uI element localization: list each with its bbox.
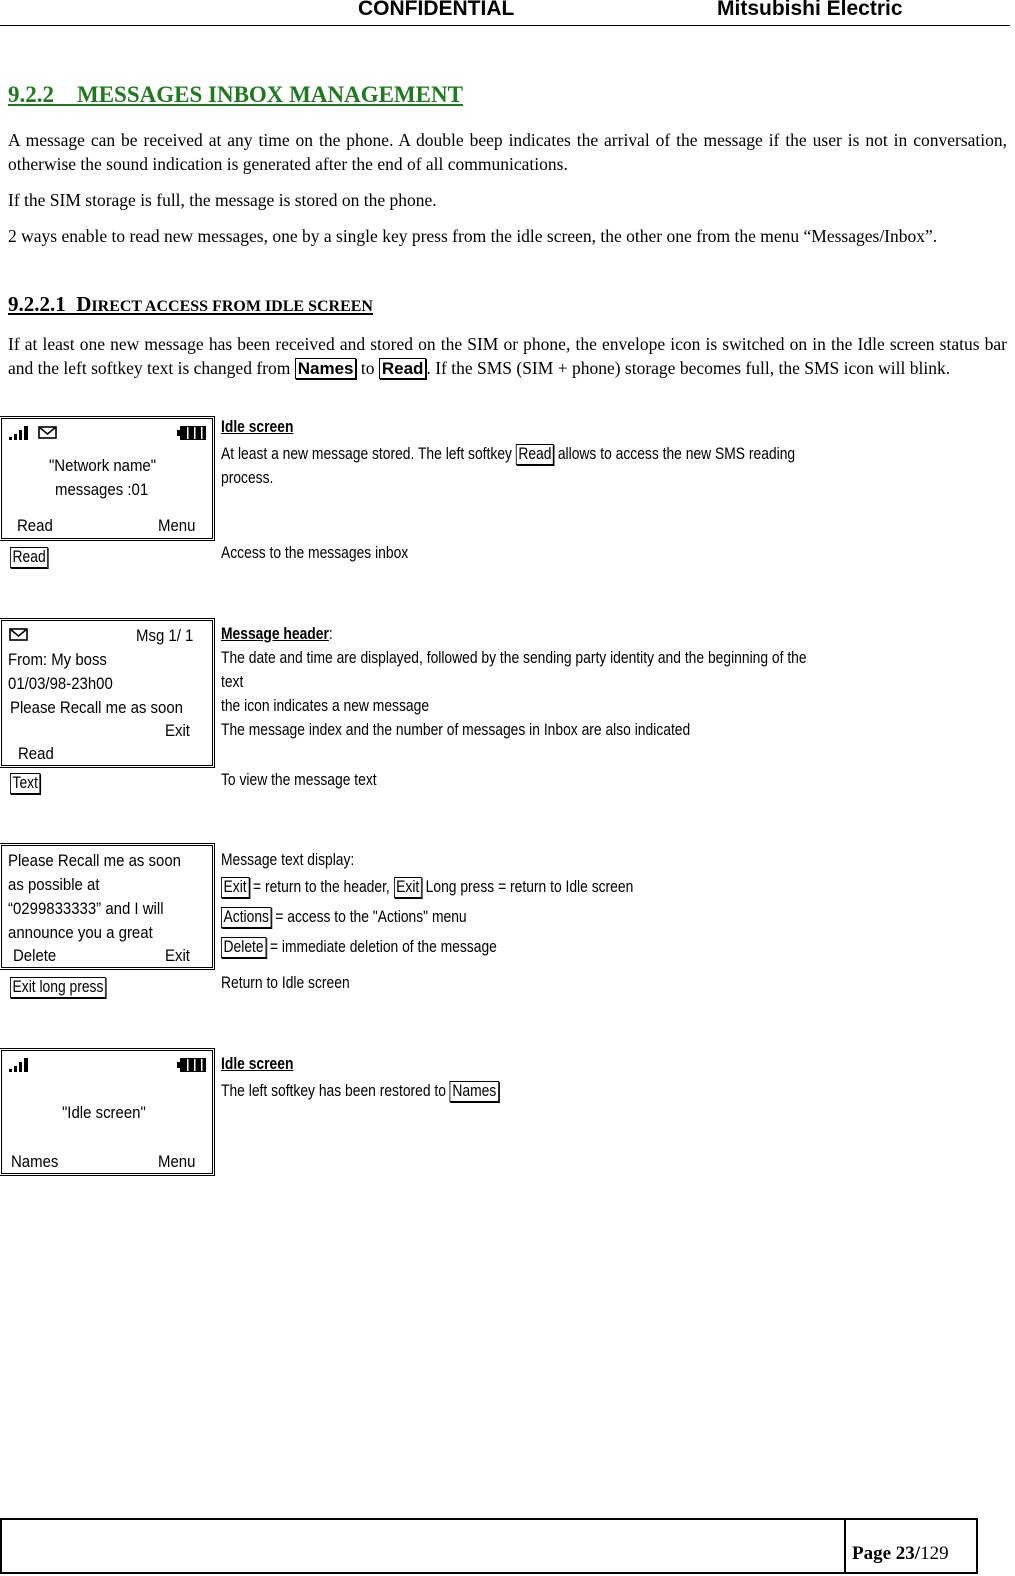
footer-divider bbox=[844, 1518, 846, 1574]
messages-count: messages :01 bbox=[55, 480, 149, 499]
message-from: From: My boss bbox=[8, 650, 107, 669]
step3-action bbox=[10, 975, 106, 999]
header-rule bbox=[0, 25, 1010, 26]
subsection-title-rest: IRECT ACCESS FROM IDLE SCREEN bbox=[91, 298, 373, 315]
signal-icon bbox=[9, 1057, 35, 1073]
company-label: Mitsubishi Electric bbox=[717, 0, 903, 20]
step2-action bbox=[10, 771, 40, 795]
text-line-2: as possible at bbox=[8, 875, 100, 894]
envelope-icon bbox=[9, 628, 29, 642]
step1-description bbox=[221, 415, 795, 490]
idle-screen-label: "Idle screen" bbox=[62, 1103, 146, 1122]
left-softkey-label: Read bbox=[17, 516, 53, 535]
phone-screen-idle-restored bbox=[1, 1050, 213, 1174]
section-paragraph-2: If the SIM storage is full, the message is stored on the phone. bbox=[8, 190, 437, 210]
step2-action-desc: To view the message text bbox=[221, 771, 377, 789]
step1-desc-text-2: allows to access the new SMS reading bbox=[557, 445, 796, 463]
signal-icon bbox=[9, 425, 35, 441]
read-key: Read bbox=[379, 358, 427, 379]
names-key: Names bbox=[295, 358, 357, 379]
text-line-3: “0299833333” and I will bbox=[8, 899, 164, 918]
message-index: Msg 1/ 1 bbox=[136, 626, 194, 645]
step2-desc-line3: the icon indicates a new message bbox=[221, 697, 430, 715]
right-softkey-label: Menu bbox=[158, 516, 196, 535]
exit-desc: = return to the header, bbox=[253, 878, 390, 896]
subsection-to: to bbox=[360, 358, 375, 378]
text-line-1: Please Recall me as soon bbox=[8, 851, 181, 870]
step2-desc-line1: The date and time are displayed, followed by the sending party identity and the beginning of the bbox=[221, 649, 807, 667]
step4-desc-text: The left softkey has been restored to bbox=[221, 1082, 446, 1100]
names-key-ref: Names bbox=[450, 1081, 499, 1102]
exit-long-key-ref: Exit bbox=[394, 877, 422, 898]
step1-desc-text: At least a new message stored. The left softkey bbox=[221, 445, 512, 463]
step1-action-desc: Access to the messages inbox bbox=[221, 544, 409, 562]
text-softkey: Text bbox=[10, 773, 40, 794]
subsection-initial: D bbox=[76, 292, 92, 316]
left-softkey-label: Names bbox=[11, 1152, 59, 1171]
delete-key-ref: Delete bbox=[221, 937, 266, 958]
section-paragraph-1: A message can be received at any time on the phone. A double beep indicates the arrival of the message if the user is not in conversation, otherwise the sound indication is generated after the end of all communications. bbox=[8, 130, 1007, 174]
step4-title: Idle screen bbox=[221, 1055, 294, 1073]
actions-key-ref: Actions bbox=[221, 907, 271, 928]
step2-description bbox=[221, 622, 807, 742]
message-preview: Please Recall me as soon bbox=[10, 698, 183, 717]
step1-action bbox=[10, 545, 48, 569]
step2-title: Message header bbox=[221, 625, 329, 643]
step1-desc-line2: process. bbox=[221, 469, 274, 487]
step1-title: Idle screen bbox=[221, 418, 294, 436]
step3-action-desc: Return to Idle screen bbox=[221, 974, 350, 992]
subsection-title bbox=[8, 292, 373, 317]
right-softkey-label: Exit bbox=[165, 721, 190, 740]
page-label: Page 23/ bbox=[852, 1543, 921, 1564]
delete-desc: = immediate deletion of the message bbox=[269, 938, 497, 956]
text-line-4: announce you a great bbox=[8, 923, 153, 942]
step2-title-colon: : bbox=[328, 625, 333, 643]
subsection-paragraph bbox=[8, 332, 1007, 380]
phone-screen-idle-new-message bbox=[1, 418, 213, 539]
phone-screen-message-header bbox=[1, 620, 213, 766]
battery-icon bbox=[177, 1057, 207, 1073]
subsection-text-2: . If the SMS (SIM + phone) storage becomes full, the SMS icon will blink. bbox=[426, 358, 951, 378]
section-title: 9.2.2 MESSAGES INBOX MANAGEMENT bbox=[8, 82, 463, 107]
exit-long-desc: Long press = return to Idle screen bbox=[425, 878, 634, 896]
envelope-icon bbox=[38, 426, 58, 440]
exit-long-press-key: Exit long press bbox=[10, 977, 106, 998]
subsection-number: 9.2.2.1 bbox=[8, 292, 66, 316]
network-name: "Network name" bbox=[49, 456, 157, 475]
phone-screen-message-text bbox=[1, 845, 213, 968]
read-key-ref: Read bbox=[516, 444, 554, 465]
message-date: 01/03/98-23h00 bbox=[8, 674, 113, 693]
read-softkey: Read bbox=[10, 547, 48, 568]
step3-title: Message text display: bbox=[221, 851, 355, 869]
step3-description bbox=[221, 848, 633, 959]
right-softkey-label: Menu bbox=[158, 1152, 196, 1171]
confidential-label: CONFIDENTIAL bbox=[358, 0, 515, 20]
page-number bbox=[852, 1543, 949, 1565]
step2-desc-line4: The message index and the number of messages in Inbox are also indicated bbox=[221, 721, 691, 739]
left-softkey-label: Read bbox=[18, 744, 54, 763]
exit-key-ref: Exit bbox=[221, 877, 249, 898]
battery-icon bbox=[177, 425, 207, 441]
section-paragraph-3: 2 ways enable to read new messages, one by a single key press from the idle screen, the other one from the menu “Messages/Inbox”. bbox=[8, 226, 938, 246]
subsection-text-1: If at least one new message has been received and stored on the SIM or phone, the envelope icon is switched on in the Idle screen status bar and the left softkey text is changed from bbox=[8, 334, 1007, 378]
right-softkey-label: Exit bbox=[165, 946, 190, 965]
actions-desc: = access to the "Actions" menu bbox=[275, 908, 467, 926]
left-softkey-label: Delete bbox=[13, 946, 57, 965]
footer-box bbox=[0, 1518, 978, 1574]
step4-description bbox=[221, 1052, 499, 1103]
step2-desc-line2: text bbox=[221, 673, 244, 691]
page-total: 129 bbox=[920, 1543, 949, 1564]
